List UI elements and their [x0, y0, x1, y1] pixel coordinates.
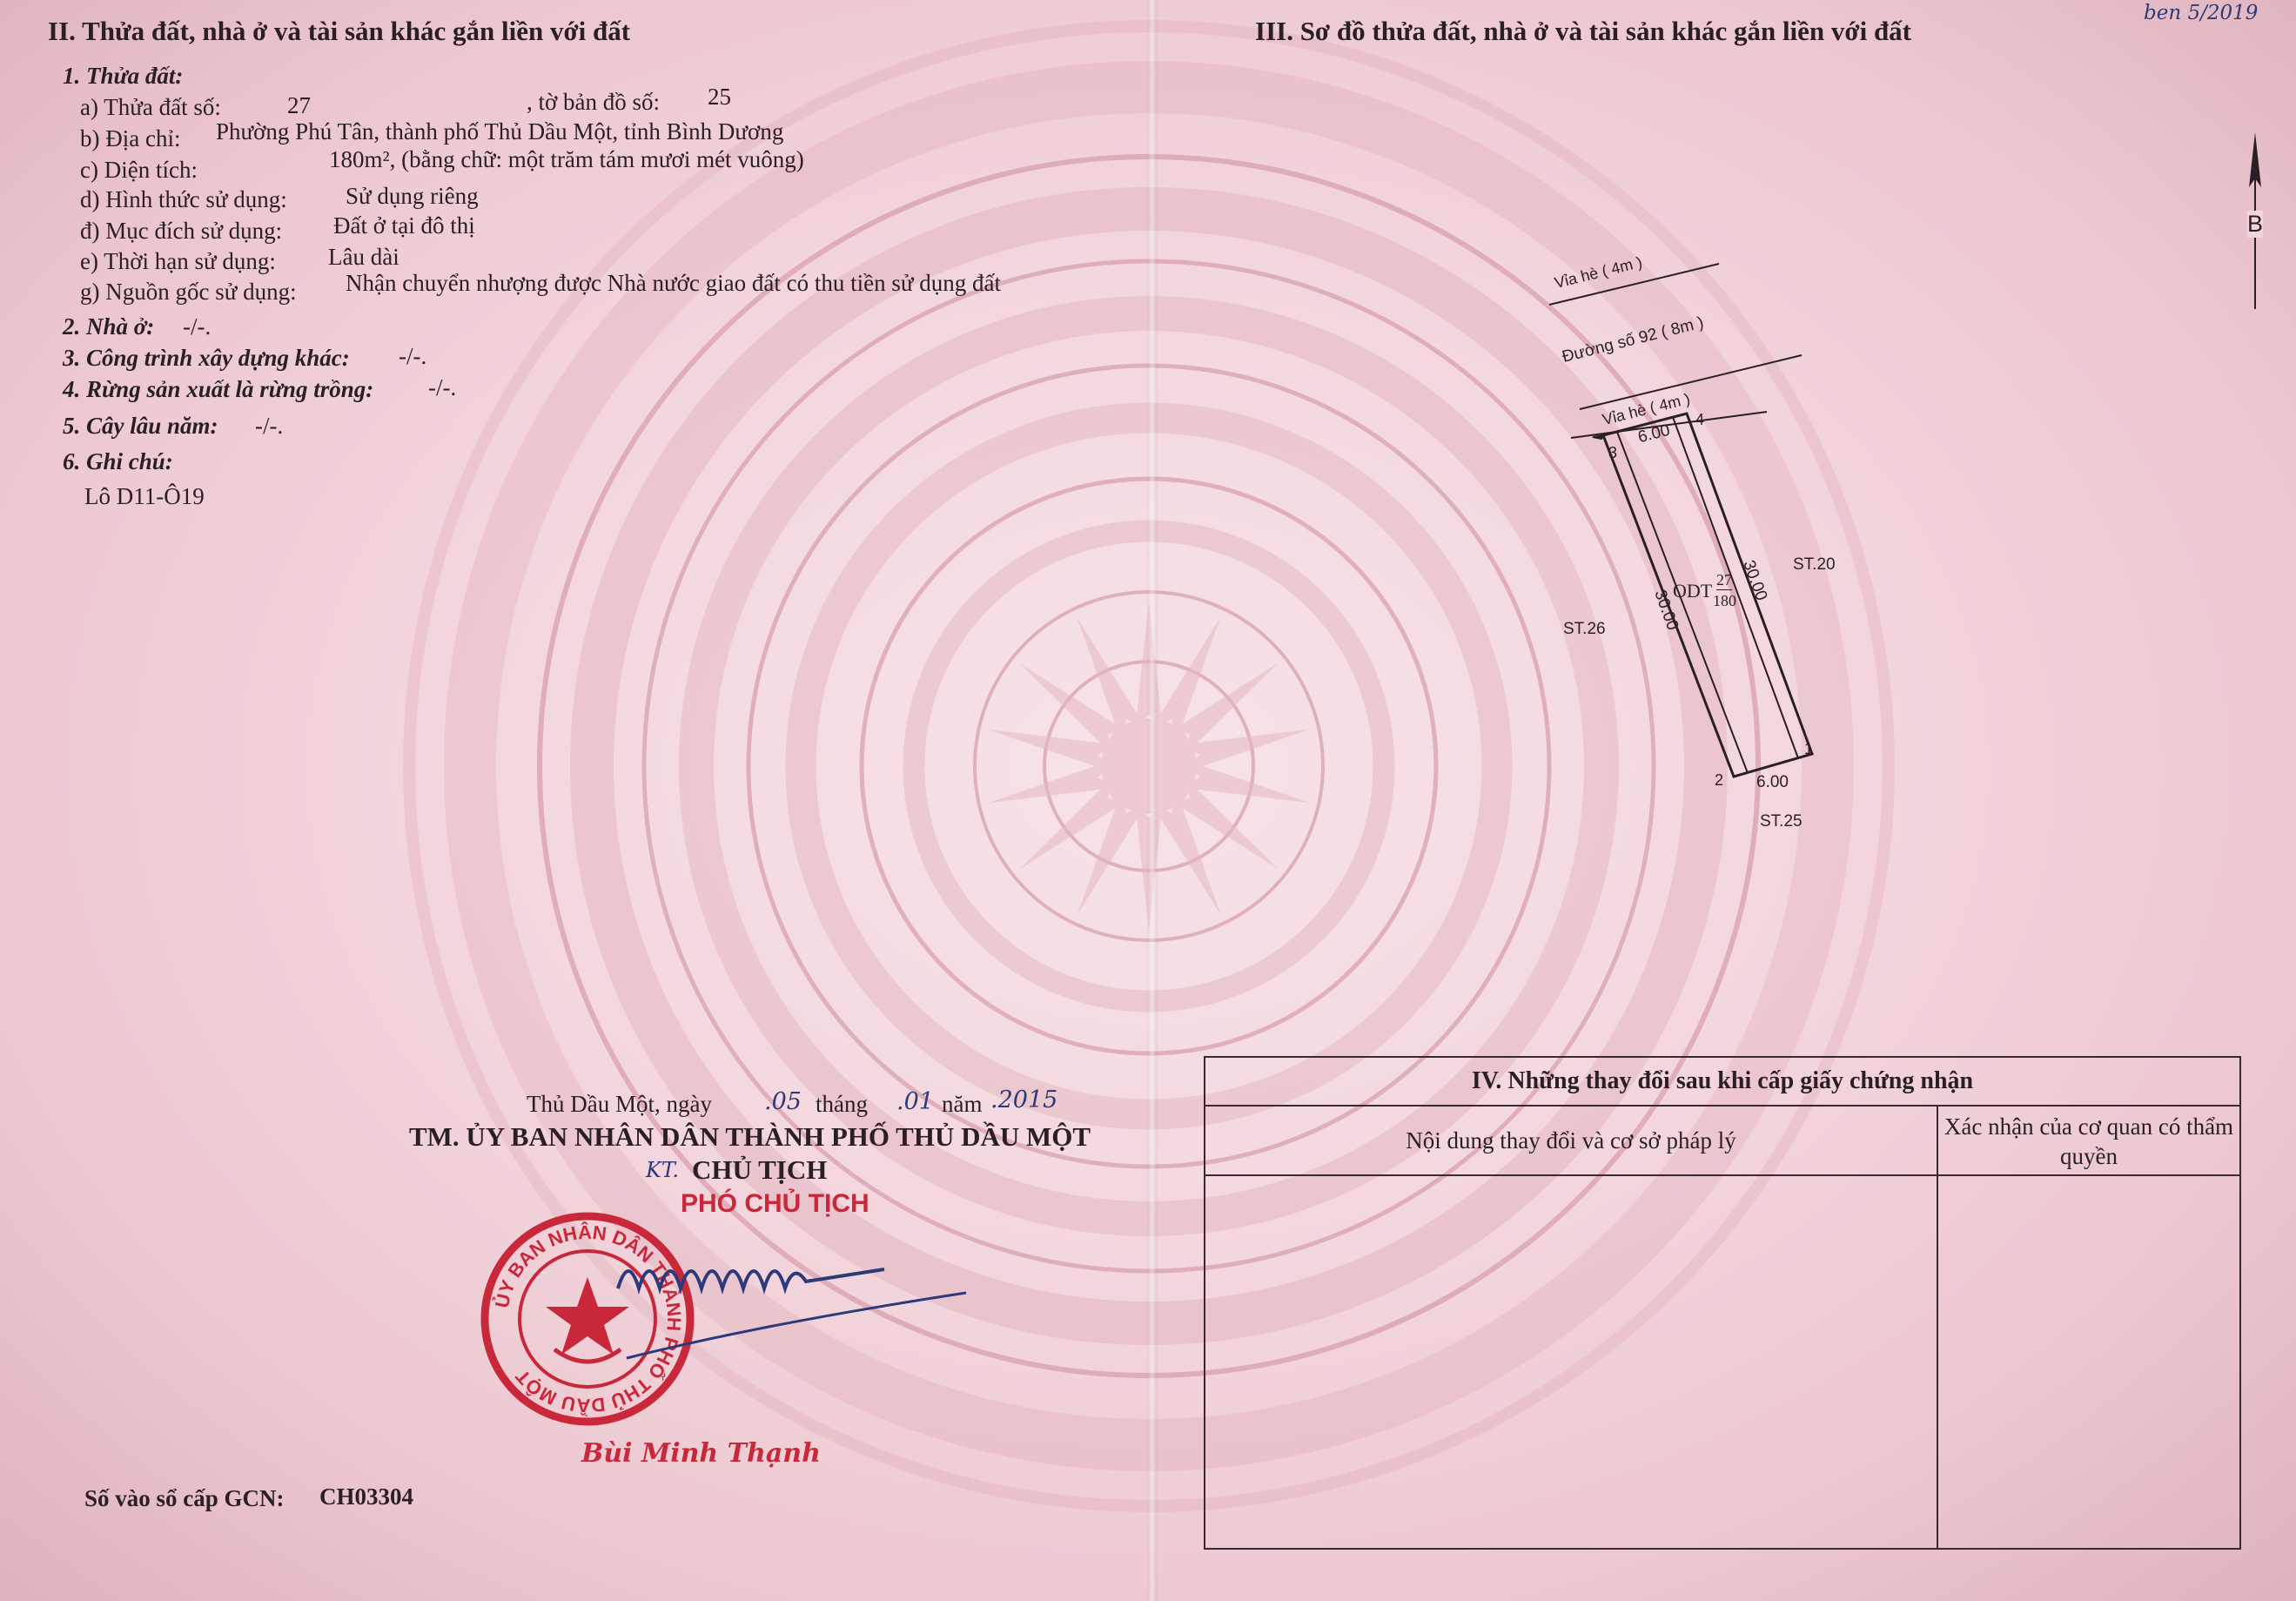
- address-label: b) Địa chỉ:: [80, 125, 181, 151]
- top-width: 6.00: [1635, 420, 1672, 447]
- use-form-value: Sử dụng riêng: [346, 183, 479, 209]
- date-year-label: năm: [942, 1091, 983, 1117]
- sidewalk-bottom-label: Vỉa hè ( 4m ): [1600, 389, 1692, 429]
- use-form-label: d) Hình thức sử dụng:: [80, 186, 287, 212]
- gcn-number-value: CH03304: [319, 1483, 413, 1510]
- changes-title: IV. Những thay đổi sau khi cấp giấy chứng nhận: [1205, 1058, 2239, 1107]
- use-purpose-value: Đất ở tại đô thị: [333, 212, 475, 239]
- chairman-title: CHỦ TỊCH: [692, 1154, 828, 1185]
- date-month: .01: [896, 1088, 934, 1115]
- parcel-sketch: [1532, 226, 1897, 836]
- neighbor-bottom: ST.25: [1760, 812, 1803, 831]
- origin-value: Nhận chuyển nhượng được Nhà nước giao đất có thu tiền sử dụng đất: [346, 270, 1001, 296]
- use-term-value: Lâu dài: [328, 244, 399, 270]
- handwritten-note: ben 5/2019: [2144, 2, 2259, 24]
- map-sheet-value: 25: [708, 84, 731, 110]
- date-year: .2015: [990, 1086, 1058, 1113]
- vice-chairman-stamp: PHÓ CHỦ TỊCH: [681, 1189, 869, 1218]
- land-heading: 1. Thửa đất:: [63, 63, 184, 89]
- perennial-label: 5. Cây lâu năm:: [63, 413, 218, 439]
- north-label: B: [2247, 211, 2264, 237]
- sidewalk-top-label: Vỉa hè ( 4m ): [1552, 252, 1644, 293]
- kt-handwritten: KT.: [646, 1158, 680, 1182]
- corner-1: 1: [1804, 740, 1814, 757]
- svg-text:ỦY BAN NHÂN DÂN THÀNH PHỐ THỦ: ỦY BAN NHÂN DÂN THÀNH PHỐ THỦ DẦU MỘT: [490, 1221, 686, 1417]
- table-divider: [1205, 1174, 2239, 1176]
- page-fold: [1147, 0, 1158, 1601]
- date-day: .05: [764, 1088, 802, 1115]
- parcel-no-value: 27: [287, 92, 311, 118]
- right-length: 30.00: [1739, 557, 1771, 603]
- house-value: -/-.: [183, 313, 211, 340]
- table-column-divider: [1937, 1107, 1938, 1548]
- neighbor-left: ST.26: [1563, 620, 1606, 638]
- forest-label: 4. Rừng sản xuất là rừng trồng:: [63, 376, 374, 402]
- note-label: 6. Ghi chú:: [63, 448, 173, 474]
- corner-2: 2: [1715, 771, 1724, 789]
- section-iii-title: III. Sơ đồ thửa đất, nhà ở và tài sản khác gắn liền với đất: [1255, 16, 1912, 46]
- bottom-width: 6.00: [1756, 773, 1789, 791]
- signature-icon: [601, 1228, 984, 1376]
- section-ii-title: II. Thửa đất, nhà ở và tài sản khác gắn liền với đất: [48, 16, 631, 46]
- parcel-number: 27: [1716, 571, 1732, 589]
- signer-name: Bùi Minh Thạnh: [581, 1438, 821, 1469]
- authority-title: TM. ỦY BAN NHÂN DÂN THÀNH PHỐ THỦ DẦU MỘT: [409, 1121, 1091, 1152]
- corner-3: 3: [1608, 444, 1618, 461]
- map-sheet-label: , tờ bản đồ số:: [527, 89, 661, 115]
- area-label: c) Diện tích:: [80, 157, 198, 183]
- address-value: Phường Phú Tân, thành phố Thủ Dầu Một, tỉnh Bình Dương: [216, 118, 784, 145]
- date-place: Thủ Dầu Một, ngày: [527, 1091, 712, 1117]
- changes-col-confirm: Xác nhận của cơ quan có thẩm quyền: [1944, 1113, 2234, 1169]
- use-purpose-label: đ) Mục đích sử dụng:: [80, 218, 283, 244]
- left-length: 30.00: [1650, 587, 1682, 633]
- origin-label: g) Nguồn gốc sử dụng:: [80, 279, 297, 305]
- neighbor-right: ST.20: [1793, 555, 1836, 574]
- house-label: 2. Nhà ở:: [63, 313, 155, 340]
- land-code: ODT: [1673, 580, 1713, 602]
- parcel-no-label: a) Thửa đất số:: [80, 94, 221, 120]
- perennial-value: -/-.: [255, 413, 284, 439]
- area-value: 180m², (bằng chữ: một trăm tám mươi mét vuông): [329, 146, 804, 172]
- parcel-area: 180: [1713, 592, 1736, 609]
- other-works-label: 3. Công trình xây dựng khác:: [63, 345, 350, 371]
- changes-table: [1204, 1056, 2241, 1550]
- note-value: Lô D11-Ô19: [84, 483, 205, 509]
- other-works-value: -/-.: [399, 343, 427, 369]
- changes-col-content: Nội dung thay đổi và cơ sở pháp lý: [1406, 1127, 1736, 1154]
- gcn-number-label: Số vào sổ cấp GCN:: [84, 1485, 285, 1511]
- date-month-label: tháng: [816, 1091, 868, 1117]
- use-term-label: e) Thời hạn sử dụng:: [80, 248, 276, 274]
- corner-4: 4: [1695, 411, 1705, 428]
- forest-value: -/-.: [428, 374, 457, 400]
- road-label: Đường số 92 ( 8m ): [1560, 313, 1706, 367]
